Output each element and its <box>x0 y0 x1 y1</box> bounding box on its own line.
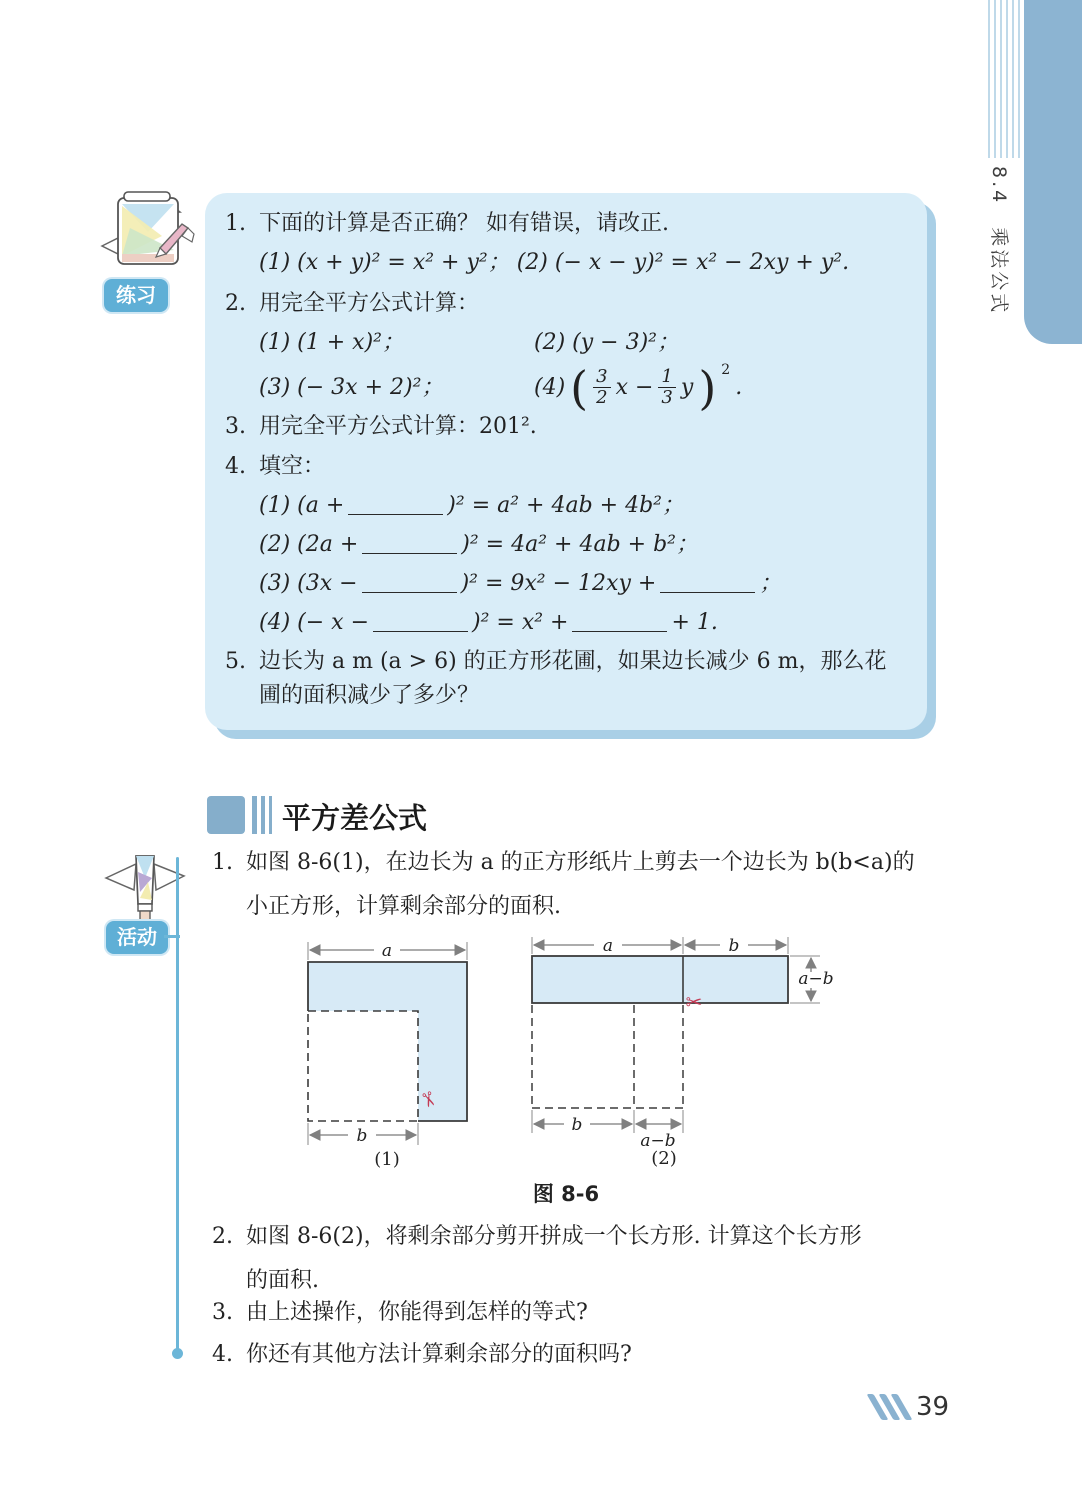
activity-guide-line <box>176 857 179 1354</box>
section-heading-bar <box>252 796 257 834</box>
practice-item-5-line2: 圃的面积减少了多少？ <box>259 683 480 708</box>
practice-item-4-blank-3: (3) (3x − )² = 9x² − 12xy + ； <box>259 571 782 596</box>
activity-badge: 活动 <box>106 921 168 954</box>
fraction-one-third: $\frac{1}{3}$ <box>658 367 675 408</box>
dim-label-a: a <box>381 941 393 961</box>
fill-blank <box>572 613 667 632</box>
figure-caption: 图 8-6 <box>532 1182 600 1206</box>
fraction-formula: (4) ( $\frac{3}{2}$ x − $\frac{1}{3}$ y ) 2 . <box>534 360 743 415</box>
practice-item-2-formula-row1: (1) (1 + x)²； (2) (y − 3)²； <box>259 330 679 355</box>
dim-label-b: b <box>728 936 740 956</box>
section-heading-bar <box>261 796 265 834</box>
practice-item-4-blank-2: (2) (2a + )² = 4a² + 4ab + b²； <box>259 532 698 557</box>
activity-guide-line-dot <box>172 1348 183 1359</box>
fill-blank <box>373 613 468 632</box>
figure-8-6-diagram-2 <box>524 931 854 1169</box>
practice-notebook-pencil-icon <box>96 184 208 280</box>
activity-item-1: 1. 如图 8-6(1)，在边长为 a 的正方形纸片上剪去一个边长为 b(b<a)的 <box>212 850 915 875</box>
fraction-three-halves: $\frac{3}{2}$ <box>593 367 610 408</box>
practice-item-1-formulas: (1) (x + y)² = x² + y²； (2) (− x − y)² = x² − 2xy + y². <box>259 250 850 275</box>
page-footer <box>874 1392 949 1422</box>
practice-item-2: 2. 用完全平方公式计算： <box>225 289 903 319</box>
figure-8-6-diagram-1 <box>300 934 475 1169</box>
practice-item-4-blank-4: (4) (− x − )² = x² + + 1. <box>259 610 718 635</box>
activity-item-4: 4. 你还有其他方法计算剩余部分的面积吗? <box>212 1342 632 1367</box>
fill-blank <box>362 535 457 554</box>
practice-item-4-blank-1: (1) (a + )² = a² + 4ab + 4b²； <box>259 493 684 518</box>
section-title: 平方差公式 <box>282 801 428 835</box>
practice-badge: 练习 <box>104 279 168 312</box>
dim-label-a-minus-b: a−b <box>798 969 834 989</box>
page-number: 39 <box>916 1392 950 1422</box>
practice-item-4: 4. 填空： <box>225 454 326 479</box>
chapter-tab <box>1024 0 1082 344</box>
activity-item-2-line2: 的面积. <box>246 1268 319 1293</box>
practice-item-1: 1. 下面的计算是否正确？ 如有错误，请改正. <box>225 209 903 239</box>
dim-label-a-minus-b-bottom: a−b <box>640 1131 676 1151</box>
fill-blank <box>362 574 457 593</box>
figure-1-label: (1) <box>374 1149 400 1169</box>
activity-item-2: 2. 如图 8-6(2)，将剩余部分剪开拼成一个长方形. 计算这个长方形 <box>212 1224 862 1249</box>
practice-box <box>205 193 927 730</box>
scissors-icon: ✂ <box>414 1087 443 1112</box>
figure-2-label: (2) <box>651 1148 677 1169</box>
activity-item-1-line2: 小正方形，计算剩余部分的面积. <box>246 894 561 919</box>
fill-blank <box>660 574 755 593</box>
practice-item-5: 5. 边长为 a m (a > 6) 的正方形花圃，如果边长减少 6 m，那么花 <box>225 649 887 674</box>
dim-label-b: b <box>356 1126 368 1146</box>
chapter-label: 8.4 乘法公式 <box>988 166 1010 316</box>
fill-blank <box>348 496 443 515</box>
section-heading-bar <box>269 796 272 834</box>
practice-item-3: 3. 用完全平方公式计算：201². <box>225 414 537 439</box>
practice-item-1-text: 下面的计算是否正确？ 如有错误，请改正. <box>259 211 669 236</box>
section-heading-marker <box>207 796 245 834</box>
dim-label-b-bottom: b <box>571 1115 583 1135</box>
dim-label-a: a <box>602 936 614 956</box>
activity-item-3: 3. 由上述操作，你能得到怎样的等式? <box>212 1300 588 1325</box>
scissors-icon: ✂ <box>685 990 703 1014</box>
practice-item-2-formula-row2: (3) (− 3x + 2)²； (4) ( $\frac{3}{2}$ x − $\frac{1}{3}$ y ) 2 . <box>259 360 743 415</box>
sidebar-stripes-decoration <box>988 0 1020 158</box>
practice-item-2-text: 用完全平方公式计算： <box>259 291 480 316</box>
